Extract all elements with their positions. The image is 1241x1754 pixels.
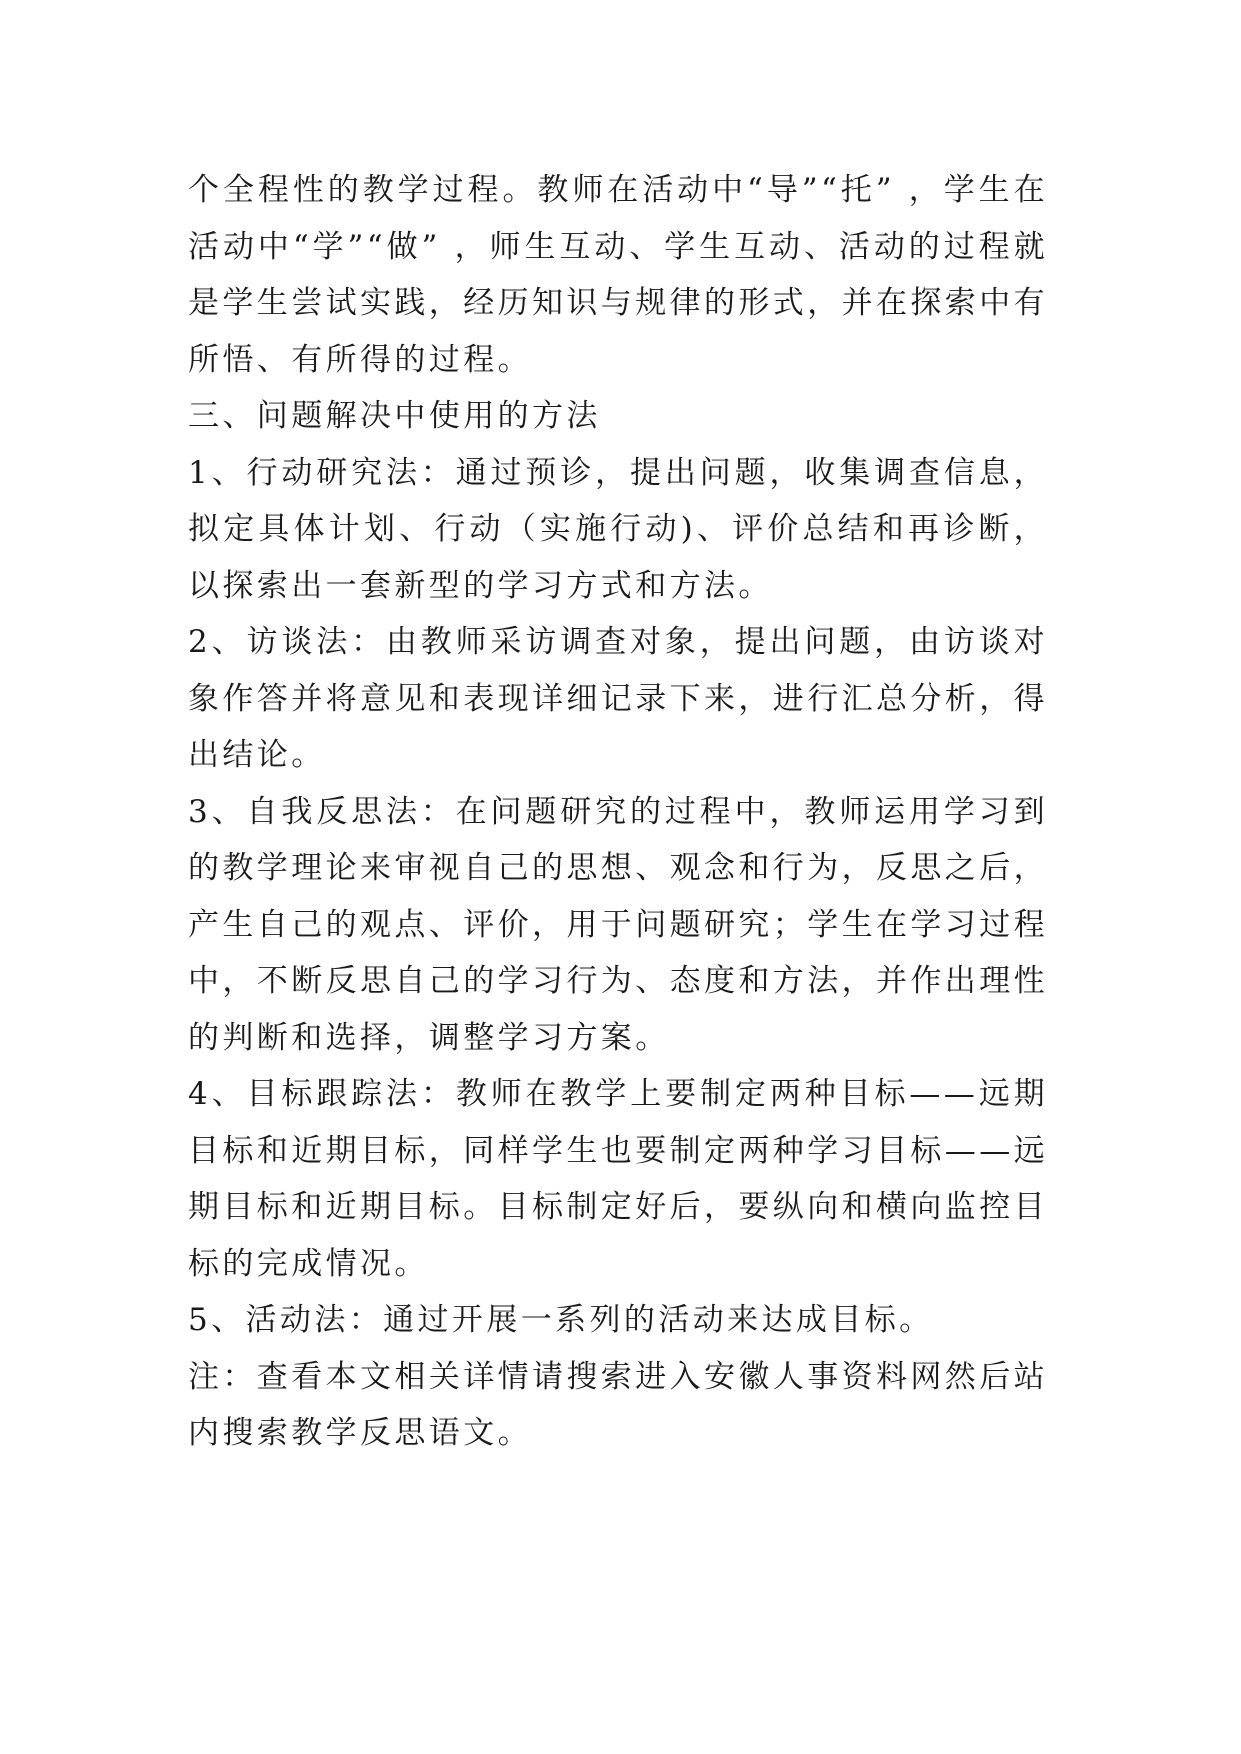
paragraph-goal-tracking: 4、目标跟踪法：教师在教学上要制定两种目标——远期目标和近期目标，同样学生也要制定两种学习目标——远期目标和近期目标。目标制定好后，要纵向和横向监控目标的完成情况。 (188, 1076, 1048, 1282)
paragraph-self-reflection: 3、自我反思法：在问题研究的过程中，教师运用学习到的教学理论来审视自己的思想、观念和行为，反思之后，产生自己的观点、评价，用于问题研究；学生在学习过程中，不断反思自己的学习行为、态度和方法，并作出理性的判断和选择，调整学习方案。 (188, 793, 1048, 1056)
paragraph-note: 注：查看本文相关详情请搜索进入安徽人事资料网然后站内搜索教学反思语文。 (188, 1358, 1048, 1451)
document-body (188, 162, 1048, 1462)
paragraph-action-research: 1、行动研究法：通过预诊，提出问题，收集调查信息，拟定具体计划、行动（实施行动)、评价总结和再诊断，以探索出一套新型的学习方式和方法。 (188, 454, 1048, 604)
paragraph-teaching-process: 个全程性的教学过程。教师在活动中“导”“托” ，学生在活动中“学”“做” ，师生互动、学生互动、活动的过程就是学生尝试实践，经历知识与规律的形式，并在探索中有所悟、有所得的过程。 (188, 172, 1048, 378)
paragraph-activity-method: 5、活动法：通过开展一系列的活动来达成目标。 (188, 1302, 934, 1338)
paragraph-interview-method: 2、访谈法：由教师采访调查对象，提出问题，由访谈对象作答并将意见和表现详细记录下来，进行汇总分析，得出结论。 (188, 624, 1048, 773)
section-heading-methods: 三、问题解决中使用的方法 (188, 398, 601, 434)
